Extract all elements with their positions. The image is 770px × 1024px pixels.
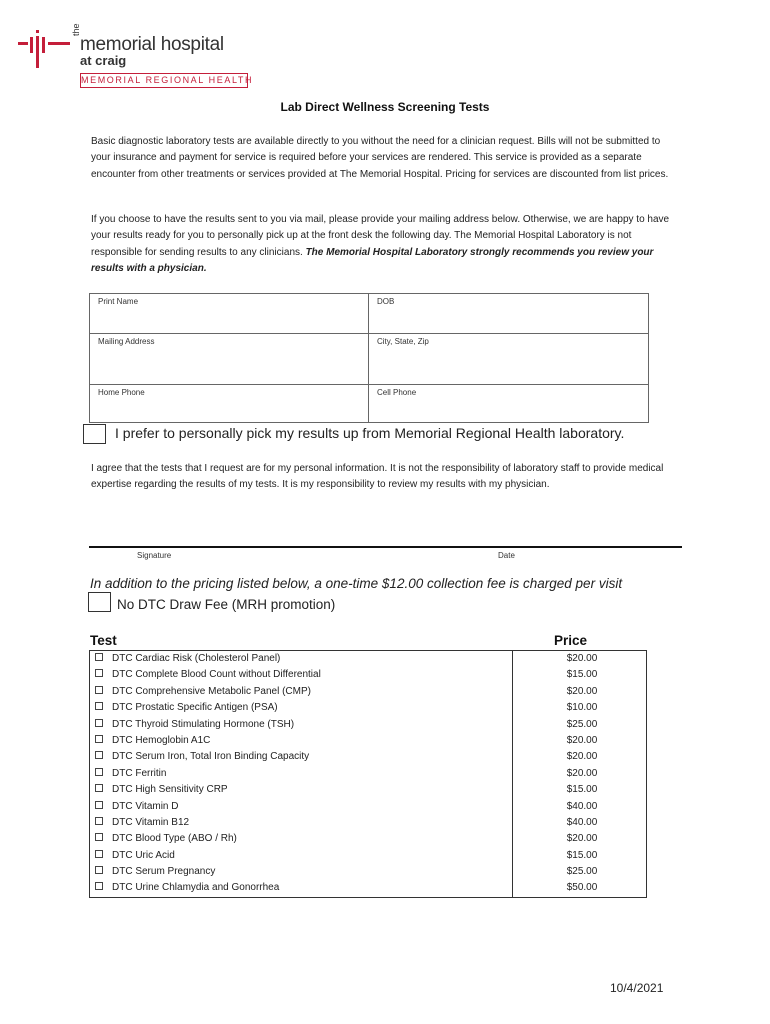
test-name-cell xyxy=(95,733,210,749)
test-checkbox[interactable] xyxy=(95,751,103,759)
test-column-header: Test xyxy=(90,633,117,648)
pickup-checkbox[interactable] xyxy=(83,424,106,444)
test-name-cell xyxy=(95,848,175,864)
test-row xyxy=(90,749,646,765)
test-row xyxy=(90,733,646,749)
test-checkbox[interactable] xyxy=(95,882,103,890)
test-name: DTC Serum Pregnancy xyxy=(112,866,216,878)
test-price: $40.00 xyxy=(512,815,647,831)
test-price: $20.00 xyxy=(512,651,647,667)
test-name: DTC Complete Blood Count without Differential xyxy=(112,669,321,681)
test-row xyxy=(90,864,646,880)
test-price: $20.00 xyxy=(512,766,647,782)
test-name-cell xyxy=(95,766,166,782)
test-name-cell xyxy=(95,651,280,667)
test-row xyxy=(90,831,646,847)
test-row xyxy=(90,766,646,782)
test-price: $20.00 xyxy=(512,749,647,765)
test-name: DTC Vitamin D xyxy=(112,800,179,812)
test-name: DTC Thyroid Stimulating Hormone (TSH) xyxy=(112,718,295,730)
test-checkbox[interactable] xyxy=(95,702,103,710)
test-name-cell xyxy=(95,880,279,896)
test-checkbox[interactable] xyxy=(95,850,103,858)
test-name-cell xyxy=(95,799,179,815)
results-paragraph-text: If you choose to have the results sent to you via mail, please provide your mailing address below. Otherwise, we are happy to have your results ready for you to personally pick up at the front desk the following day. The Memorial Hospital Laboratory is not responsible for sending results to any clinicians. xyxy=(91,214,670,258)
no-draw-fee-label: No DTC Draw Fee (MRH promotion) xyxy=(117,597,336,612)
form-row-name xyxy=(90,294,648,334)
mailing-address-field[interactable]: Mailing Address xyxy=(98,337,155,346)
test-name-cell xyxy=(95,667,321,683)
test-price: $15.00 xyxy=(512,667,647,683)
logo-name: memorial hospital xyxy=(80,34,224,55)
test-checkbox[interactable] xyxy=(95,801,103,809)
test-row xyxy=(90,799,646,815)
agreement-text: I agree that the tests that I request are for my personal information. It is not the responsibility of laboratory staff to provide medical expertise regarding the results of my tests. It is my responsibility to review my results with my physician. xyxy=(91,463,664,491)
test-name-cell xyxy=(95,815,189,831)
pickup-option-label: I prefer to personally pick my results up from Memorial Regional Health laboratory. xyxy=(115,425,625,441)
test-checkbox[interactable] xyxy=(95,784,103,792)
test-name: DTC Blood Type (ABO / Rh) xyxy=(112,833,237,845)
footer-date: 10/4/2021 xyxy=(610,981,664,995)
test-price: $15.00 xyxy=(512,848,647,864)
test-checkbox[interactable] xyxy=(95,833,103,841)
test-name-cell xyxy=(95,831,237,847)
test-row xyxy=(90,782,646,798)
physician-recommendation: The Memorial Hospital Laboratory strongly recommends you review your results with a physician. xyxy=(91,246,654,274)
test-row xyxy=(90,700,646,716)
test-name: DTC Vitamin B12 xyxy=(112,816,190,828)
signature-line[interactable] xyxy=(89,546,682,548)
test-row xyxy=(90,667,646,683)
test-price: $25.00 xyxy=(512,864,647,880)
test-price-table xyxy=(89,650,647,898)
test-name: DTC Urine Chlamydia and Gonorrhea xyxy=(112,882,280,894)
test-price: $40.00 xyxy=(512,799,647,815)
test-name-cell xyxy=(95,684,311,700)
test-row xyxy=(90,717,646,733)
test-name: DTC Comprehensive Metabolic Panel (CMP) xyxy=(112,685,311,697)
test-price: $20.00 xyxy=(512,733,647,749)
test-price: $10.00 xyxy=(512,700,647,716)
test-row xyxy=(90,651,646,667)
form-row-address xyxy=(90,334,648,385)
intro-paragraph: Basic diagnostic laboratory tests are available directly to you without the need for a clinician request. Bills will not be submitted to your insurance and payment for service is required before your services are rendered. This service is provided as a separate encounter from other treatments or services provided at The Memorial Hospital. Pricing for services are discounted from list prices. xyxy=(91,136,669,180)
test-name-cell xyxy=(95,864,215,880)
signature-label: Signature xyxy=(137,551,172,560)
test-checkbox[interactable] xyxy=(95,669,103,677)
test-checkbox[interactable] xyxy=(95,768,103,776)
hospital-logo-mark-icon xyxy=(18,28,78,72)
test-row xyxy=(90,848,646,864)
test-name: DTC High Sensitivity CRP xyxy=(112,784,228,796)
results-paragraph xyxy=(91,212,681,277)
test-name: DTC Prostatic Specific Antigen (PSA) xyxy=(112,702,278,714)
test-name: DTC Uric Acid xyxy=(112,849,175,861)
test-name-cell xyxy=(95,700,278,716)
test-name: DTC Cardiac Risk (Cholesterol Panel) xyxy=(112,653,281,664)
test-checkbox[interactable] xyxy=(95,817,103,825)
test-name-cell xyxy=(95,717,294,733)
cell-phone-field[interactable]: Cell Phone xyxy=(377,388,417,397)
form-row-phone xyxy=(90,385,648,422)
test-checkbox[interactable] xyxy=(95,866,103,874)
logo-subtitle: at craig xyxy=(80,53,127,68)
price-column-header: Price xyxy=(554,633,588,648)
city-state-zip-field[interactable]: City, State, Zip xyxy=(377,337,429,346)
dob-field[interactable]: DOB xyxy=(377,297,395,306)
test-price: $20.00 xyxy=(512,684,647,700)
page-title: Lab Direct Wellness Screening Tests xyxy=(280,100,490,114)
date-label: Date xyxy=(498,551,515,560)
test-name: DTC Ferritin xyxy=(112,767,167,779)
test-price: $50.00 xyxy=(512,880,647,896)
patient-info-form xyxy=(89,293,649,423)
logo-the-text: the xyxy=(71,23,81,36)
test-row xyxy=(90,684,646,700)
test-name-cell xyxy=(95,749,309,765)
test-price: $25.00 xyxy=(512,717,647,733)
test-row xyxy=(90,815,646,831)
test-checkbox[interactable] xyxy=(95,686,103,694)
test-checkbox[interactable] xyxy=(95,735,103,743)
test-price: $20.00 xyxy=(512,831,647,847)
logo-banner: MEMORIAL REGIONAL HEALTH xyxy=(80,73,248,88)
test-row xyxy=(90,880,646,896)
test-checkbox[interactable] xyxy=(95,653,103,661)
print-name-field[interactable]: Print Name xyxy=(98,297,139,306)
no-draw-fee-checkbox[interactable] xyxy=(88,592,111,612)
test-price: $15.00 xyxy=(512,782,647,798)
test-name-cell xyxy=(95,782,228,798)
test-checkbox[interactable] xyxy=(95,719,103,727)
collection-fee-note: In addition to the pricing listed below, a one-time $12.00 collection fee is charged per visit xyxy=(90,576,623,591)
test-name: DTC Hemoglobin A1C xyxy=(112,734,211,746)
home-phone-field[interactable]: Home Phone xyxy=(98,388,145,397)
test-name: DTC Serum Iron, Total Iron Binding Capacity xyxy=(112,751,310,763)
